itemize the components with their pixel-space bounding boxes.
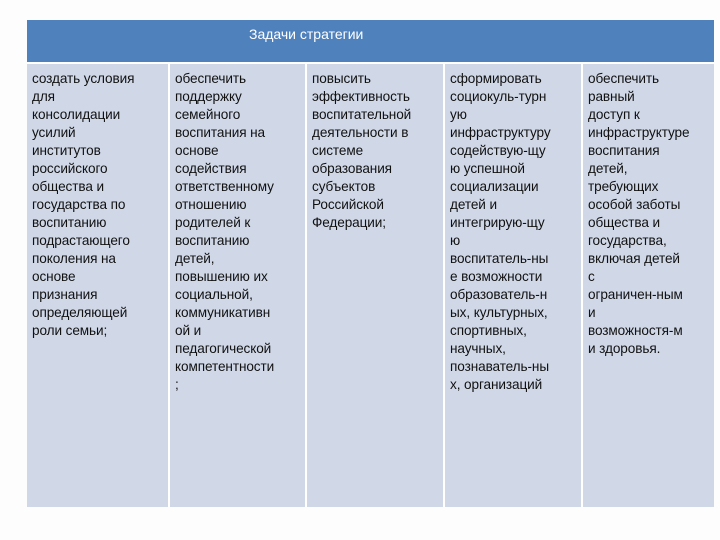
task-cell-5: обеспечить равный доступ к инфраструктуре воспитания детей, требующих особой заботы общества и государства, включая детей с ограничен-ным и возможностя-м и здоровья.: [583, 64, 714, 507]
task-cell-1: создать условия для консолидации усилий институтов российского общества и государства по воспитанию подрастающего поколения на основе признания определяющей роли семьи;: [27, 64, 170, 507]
header-title: Задачи стратегии: [249, 26, 364, 42]
task-cell-2: обеспечить поддержку семейного воспитания на основе содействия ответственному отношению родителей к воспитанию детей, повышению их социальной, коммуникативн ой и педагогической компетентности ;: [170, 64, 307, 507]
task-cell-3: повысить эффективность воспитательной деятельности в системе образования субъектов Российской Федерации;: [307, 64, 445, 507]
strategy-tasks-table: [27, 20, 714, 507]
task-cell-4: сформировать социокуль-турн ую инфраструктуру содействую-щу ю успешной социализации детей и интегрирую-щу ю воспитатель-ны е возможности образователь-н ых, культурных, спортивных, научных, познаватель-ны х, организаций: [445, 64, 583, 507]
table-row: [27, 64, 714, 507]
table-header: [27, 20, 714, 64]
